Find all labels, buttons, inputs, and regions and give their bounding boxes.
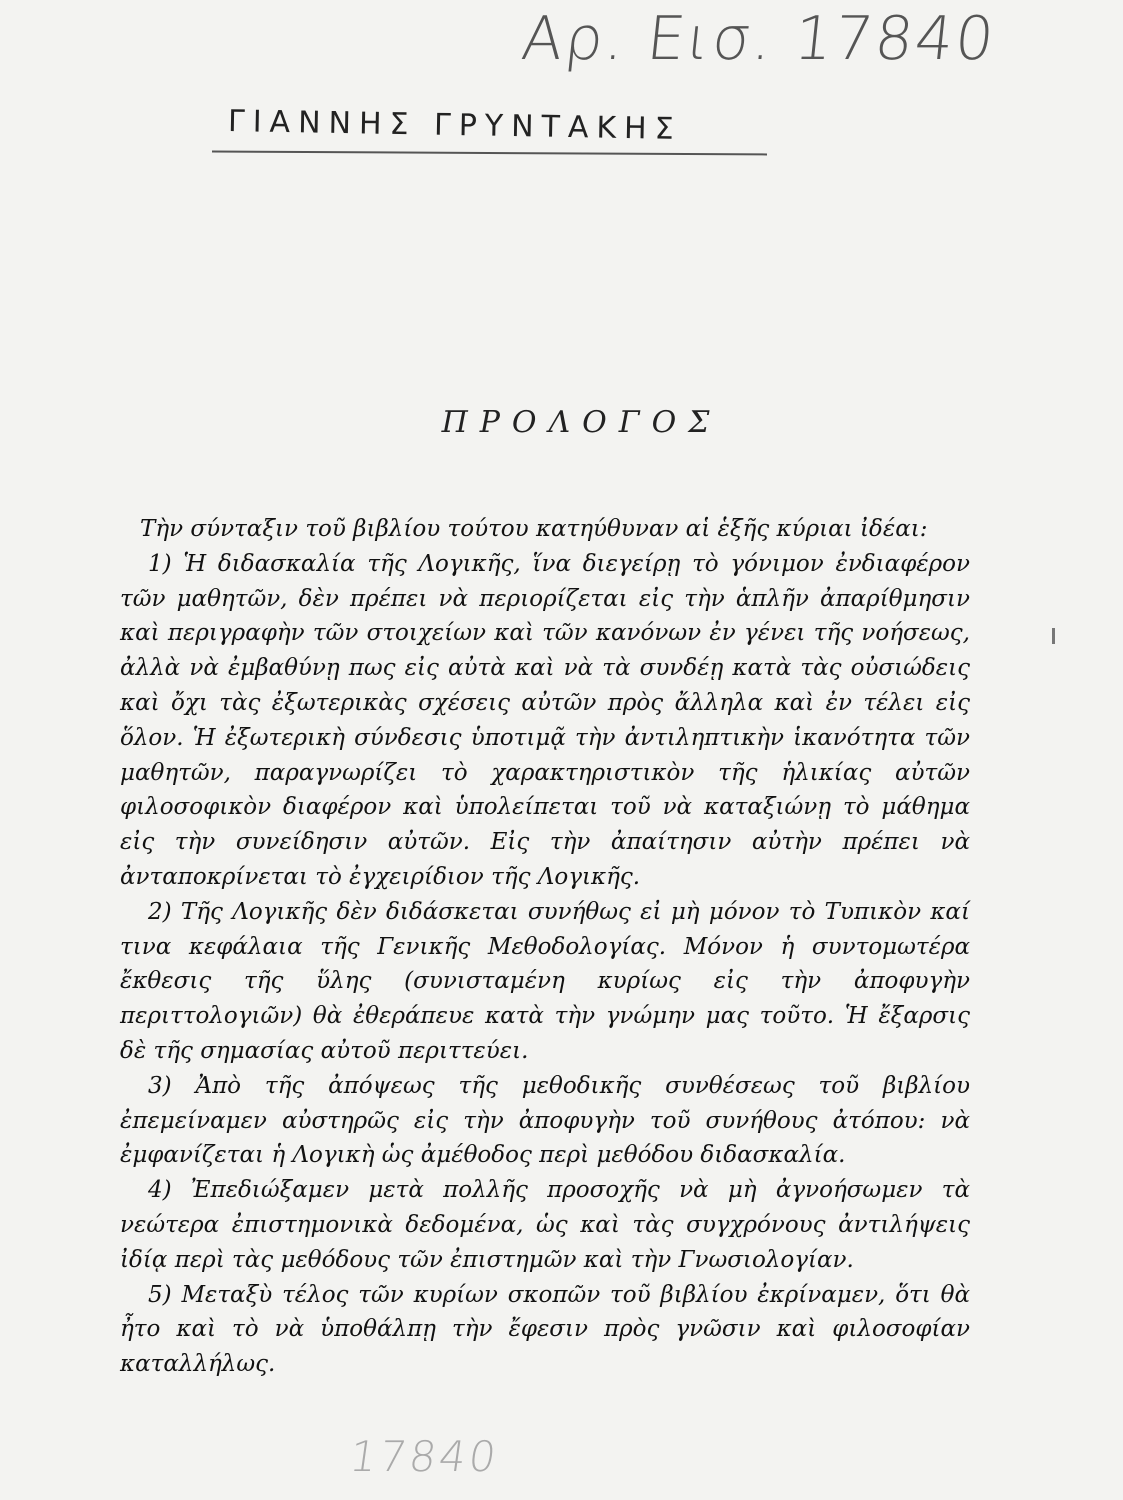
paragraph-5: 5) Μεταξὺ τέλος τῶν κυρίων σκοπῶν τοῦ βιβλίου ἐκρίναμεν, ὅτι θὰ ἦτο καὶ τὸ νὰ ὑποθάλπῃ τὴν ἔφεσιν πρὸς γνῶσιν καὶ φιλοσοφίαν καταλλήλως.	[120, 1281, 970, 1378]
paragraph-4: 4) Ἐπεδιώξαμεν μετὰ πολλῆς προσοχῆς νὰ μὴ ἀγνοήσωμεν τὰ νεώτερα ἐπιστημονικὰ δεδομένα, ὡς καὶ τὰς συγχρόνους ἀντιλήψεις ἰδίᾳ περὶ τὰς μεθόδους τῶν ἐπιστημῶν καὶ τὴν Γνωσιολογίαν.	[120, 1177, 970, 1273]
name-underline	[212, 151, 767, 156]
page-title: ΠΡΟΛΟΓΟΣ	[441, 405, 722, 440]
paragraph-1: 1) Ἡ διδασκαλία τῆς Λογικῆς, ἵνα διεγείρῃ τὸ γόνιμον ἐνδιαφέρον τῶν μαθητῶν, δὲν πρέπει νὰ περιορίζεται εἰς τὴν ἁπλῆν ἀπαρίθμησιν καὶ περιγραφὴν τῶν στοιχείων καὶ τῶν κανόνων ἐν γένει τῆς νοήσεως, ἀλλὰ νὰ ἐμβαθύνῃ πως εἰς αὐτὰ καὶ νὰ τὰ συνδέῃ κατὰ τὰς οὐσιώδεις καὶ ὄχι τὰς ἐξωτερικὰς σχέσεις αὐτῶν πρὸς ἄλληλα καὶ ἐν τέλει εἰς ὅλον. Ἡ ἐξωτερικὴ σύνδεσις ὑποτιμᾷ τὴν ἀντιληπτικὴν ἱκανότητα τῶν μαθητῶν, παραγνωρίζει τὸ χαρακτηριστικὸν τῆς ἡλικίας αὐτῶν φιλοσοφικὸν διαφέρον καὶ ὑπολείπεται τοῦ νὰ καταξιώνῃ τὸ μάθημα εἰς τὴν συνείδησιν αὐτῶν. Εἰς τὴν ἀπαίτησιν αὐτὴν πρέπει νὰ ἀνταποκρίνεται τὸ ἐγχειρίδιον τῆς Λογικῆς.	[120, 550, 970, 890]
intro-paragraph: Τὴν σύνταξιν τοῦ βιβλίου τούτου κατηύθυναν αἱ ἑξῆς κύριαι ἰδέαι:	[140, 516, 928, 542]
handwritten-bottom-number: 17840	[346, 1432, 503, 1481]
handwritten-author-name: ΓΙΑΝΝΗΣ ΓΡΥΝΤΑΚΗΣ	[227, 104, 682, 147]
handwritten-accession-number: Αρ. Εισ. 17840	[518, 4, 1000, 74]
scan-speck	[1052, 628, 1055, 644]
paragraph-2: 2) Τῆς Λογικῆς δὲν διδάσκεται συνήθως εἰ μὴ μόνον τὸ Τυπικὸν καί τινα κεφάλαια τῆς Γενικῆς Μεθοδολογίας. Μόνον ἡ συντομωτέρα ἔκθεσις τῆς ὕλης (συνισταμένη κυρίως εἰς τὴν ἀποφυγὴν περιττολογιῶν) θὰ ἐθεράπευε κατὰ τὴν γνώμην μας τοῦτο. Ἡ ἔξαρσις δὲ τῆς σημασίας αὐτοῦ περιττεύει.	[120, 898, 970, 1064]
paragraph-3: 3) Ἀπὸ τῆς ἀπόψεως τῆς μεθοδικῆς συνθέσεως τοῦ βιβλίου ἐπεμείναμεν αὐστηρῶς εἰς τὴν ἀποφυγὴν τοῦ συνήθους ἀτόπου: νὰ ἐμφανίζεται ἡ Λογικὴ ὡς ἀμέθοδος περὶ μεθόδου διδασκαλία.	[120, 1072, 970, 1169]
preface-body	[120, 512, 970, 1382]
